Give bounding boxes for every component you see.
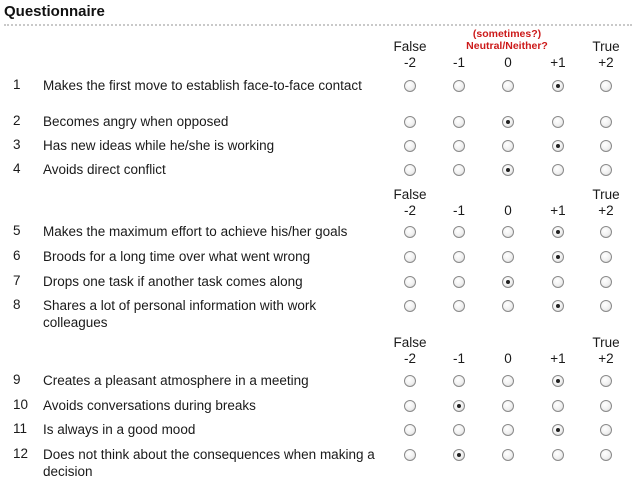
radio-option[interactable] bbox=[453, 116, 465, 128]
radio-option[interactable] bbox=[600, 226, 612, 238]
scale-false-label: False bbox=[393, 187, 427, 202]
radio-option[interactable] bbox=[404, 375, 416, 387]
radio-option[interactable] bbox=[502, 251, 514, 263]
scale-value-label: -1 bbox=[452, 203, 466, 218]
radio-option[interactable] bbox=[453, 276, 465, 288]
scale-value-label: +1 bbox=[550, 351, 566, 366]
radio-option[interactable] bbox=[502, 400, 514, 412]
title-divider bbox=[4, 24, 632, 26]
scale-value-label: 0 bbox=[504, 351, 512, 366]
radio-option[interactable] bbox=[552, 251, 564, 263]
question-number: 7 bbox=[13, 273, 21, 288]
scale-value-label: -2 bbox=[403, 351, 417, 366]
question-text: Has new ideas while he/she is working bbox=[43, 138, 275, 153]
radio-option[interactable] bbox=[600, 375, 612, 387]
question-number: 4 bbox=[13, 161, 21, 176]
question-text: Does not think about the consequences when making a decision bbox=[43, 447, 375, 479]
question-text: Broods for a long time over what went wrong bbox=[43, 249, 311, 264]
scale-value-label: +1 bbox=[550, 55, 566, 70]
scale-value-label: +2 bbox=[598, 203, 614, 218]
radio-option[interactable] bbox=[502, 80, 514, 92]
radio-option[interactable] bbox=[453, 424, 465, 436]
scale-true-label: True bbox=[592, 39, 620, 54]
question-number: 3 bbox=[13, 137, 21, 152]
radio-option[interactable] bbox=[600, 116, 612, 128]
question-text: Shares a lot of personal information with work colleagues bbox=[43, 298, 317, 330]
scale-value-label: 0 bbox=[504, 203, 512, 218]
scale-true-label: True bbox=[592, 187, 620, 202]
radio-option[interactable] bbox=[453, 449, 465, 461]
annotation-sometimes: (sometimes?) bbox=[472, 28, 542, 40]
question-text: Is always in a good mood bbox=[43, 422, 196, 437]
scale-false-label: False bbox=[393, 335, 427, 350]
radio-option[interactable] bbox=[404, 424, 416, 436]
radio-option[interactable] bbox=[502, 226, 514, 238]
question-text: Drops one task if another task comes along bbox=[43, 274, 303, 289]
radio-option[interactable] bbox=[600, 400, 612, 412]
scale-value-label: -2 bbox=[403, 203, 417, 218]
radio-option[interactable] bbox=[404, 116, 416, 128]
radio-option[interactable] bbox=[404, 300, 416, 312]
radio-option[interactable] bbox=[453, 80, 465, 92]
radio-option[interactable] bbox=[600, 276, 612, 288]
scale-value-label: -2 bbox=[403, 55, 417, 70]
radio-option[interactable] bbox=[453, 300, 465, 312]
scale-value-label: 0 bbox=[504, 55, 512, 70]
page-title: Questionnaire bbox=[4, 3, 105, 20]
scale-value-label: +2 bbox=[598, 55, 614, 70]
radio-option[interactable] bbox=[552, 424, 564, 436]
question-text: Makes the first move to establish face-to-face contact bbox=[43, 78, 362, 93]
radio-option[interactable] bbox=[552, 140, 564, 152]
question-text: Becomes angry when opposed bbox=[43, 114, 229, 129]
radio-option[interactable] bbox=[502, 375, 514, 387]
question-number: 10 bbox=[13, 397, 29, 412]
radio-option[interactable] bbox=[453, 226, 465, 238]
radio-option[interactable] bbox=[502, 424, 514, 436]
radio-option[interactable] bbox=[502, 140, 514, 152]
radio-option[interactable] bbox=[404, 226, 416, 238]
radio-option[interactable] bbox=[600, 300, 612, 312]
radio-option[interactable] bbox=[552, 80, 564, 92]
radio-option[interactable] bbox=[552, 116, 564, 128]
radio-option[interactable] bbox=[600, 424, 612, 436]
radio-option[interactable] bbox=[453, 140, 465, 152]
radio-option[interactable] bbox=[552, 276, 564, 288]
radio-option[interactable] bbox=[404, 449, 416, 461]
radio-option[interactable] bbox=[502, 116, 514, 128]
radio-option[interactable] bbox=[453, 375, 465, 387]
question-number: 11 bbox=[13, 421, 28, 436]
annotation-neutral: Neutral/Neither? bbox=[466, 40, 548, 52]
radio-option[interactable] bbox=[600, 251, 612, 263]
radio-option[interactable] bbox=[404, 164, 416, 176]
question-number: 6 bbox=[13, 248, 21, 263]
radio-option[interactable] bbox=[404, 251, 416, 263]
radio-option[interactable] bbox=[404, 276, 416, 288]
scale-value-label: +2 bbox=[598, 351, 614, 366]
radio-option[interactable] bbox=[404, 80, 416, 92]
question-number: 5 bbox=[13, 223, 21, 238]
radio-option[interactable] bbox=[600, 164, 612, 176]
scale-false-label: False bbox=[393, 39, 427, 54]
radio-option[interactable] bbox=[453, 251, 465, 263]
radio-option[interactable] bbox=[600, 140, 612, 152]
radio-option[interactable] bbox=[502, 449, 514, 461]
question-number: 9 bbox=[13, 372, 21, 387]
radio-option[interactable] bbox=[404, 400, 416, 412]
radio-option[interactable] bbox=[502, 164, 514, 176]
question-number: 8 bbox=[13, 297, 21, 312]
question-text: Creates a pleasant atmosphere in a meeting bbox=[43, 373, 309, 388]
radio-option[interactable] bbox=[502, 300, 514, 312]
question-number: 1 bbox=[13, 77, 21, 92]
question-text: Avoids conversations during breaks bbox=[43, 398, 256, 413]
question-number: 2 bbox=[13, 113, 21, 128]
question-number: 12 bbox=[13, 446, 29, 461]
scale-value-label: -1 bbox=[452, 55, 466, 70]
radio-option[interactable] bbox=[453, 164, 465, 176]
radio-option[interactable] bbox=[552, 300, 564, 312]
scale-value-label: +1 bbox=[550, 203, 566, 218]
radio-option[interactable] bbox=[600, 80, 612, 92]
radio-option[interactable] bbox=[552, 400, 564, 412]
radio-option[interactable] bbox=[600, 449, 612, 461]
question-text: Makes the maximum effort to achieve his/her goals bbox=[43, 224, 348, 239]
radio-option[interactable] bbox=[552, 375, 564, 387]
radio-option[interactable] bbox=[404, 140, 416, 152]
radio-option[interactable] bbox=[453, 400, 465, 412]
question-text: Avoids direct conflict bbox=[43, 162, 166, 177]
radio-option[interactable] bbox=[552, 449, 564, 461]
scale-true-label: True bbox=[592, 335, 620, 350]
radio-option[interactable] bbox=[502, 276, 514, 288]
scale-value-label: -1 bbox=[452, 351, 466, 366]
radio-option[interactable] bbox=[552, 164, 564, 176]
radio-option[interactable] bbox=[552, 226, 564, 238]
